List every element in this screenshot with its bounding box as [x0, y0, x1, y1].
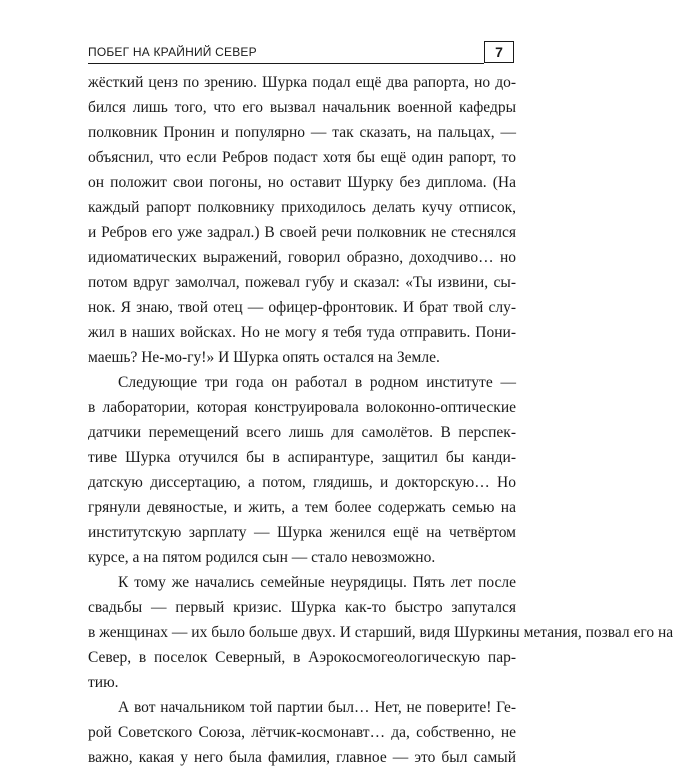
text-line: институтскую зарплату — Шурка женился ещё на четвёртом — [88, 524, 516, 541]
page-header — [88, 44, 514, 64]
text-line: идиоматических выражений, говорил образно, доходчиво… но — [88, 249, 516, 266]
paragraph-first-line: К тому же начались семейные неурядицы. Пять лет после — [118, 574, 516, 591]
text-line: датчики перемещений всего лишь для самолётов. В перспек- — [88, 424, 516, 441]
text-line: важно, какая у него была фамилия, главное — это был самый — [88, 749, 516, 766]
text-line: в женщинах — их было больше двух. И старший, видя Шуркины метания, позвал его на — [88, 624, 673, 641]
text-line: полковник Пронин и популярно — так сказать, на пальцах, — — [88, 124, 516, 141]
text-line: бился лишь того, что его вызвал начальник военной кафедры — [88, 99, 516, 116]
body-text — [88, 70, 673, 770]
text-line: жил в наших войсках. Но не могу я тебя туда отправить. Пони- — [88, 324, 516, 341]
text-line: Север, в поселок Северный, в Аэрокосмогеологическую пар- — [88, 649, 516, 666]
text-line: жёсткий ценз по зрению. Шурка подал ещё два рапорта, но до- — [88, 74, 516, 91]
text-line: и Ребров его уже задрал.) В своей речи полковник не стеснялся — [88, 224, 516, 241]
text-line: нок. Я знаю, твой отец — офицер-фронтовик. И брат твой слу- — [88, 299, 516, 316]
paragraph-first-line: Следующие три года он работал в родном институте — — [118, 374, 516, 391]
text-line: рой Советского Союза, лётчик-космонавт… да, собственно, не — [88, 724, 516, 741]
text-line: свадьбы — первый кризис. Шурка как-то быстро запутался — [88, 599, 516, 616]
running-head: ПОБЕГ НА КРАЙНИЙ СЕВЕР — [88, 45, 257, 59]
text-line: в лаборатории, которая конструировала волоконно-оптические — [88, 399, 516, 416]
text-line: грянули девяностые, и жить, а тем более содержать семью на — [88, 499, 516, 516]
text-line: тию. — [88, 674, 119, 691]
header-rule — [88, 63, 484, 64]
text-line: каждый рапорт полковнику приходилось делать кучу отписок, — [88, 199, 516, 216]
text-line: объяснил, что если Ребров подаст хотя бы ещё один рапорт, то — [88, 149, 516, 166]
page-number: 7 — [484, 41, 514, 63]
text-line: потом вдруг замолчал, пожевал губу и сказал: «Ты извини, сы- — [88, 274, 516, 291]
text-line: тиве Шурка отучился бы в аспирантуре, защитил бы канди- — [88, 449, 516, 466]
text-line: маешь? Не-мо-гу!» И Шурка опять остался на Земле. — [88, 349, 440, 366]
text-line: он положит свои погоны, но оставит Шурку без диплома. (На — [88, 174, 516, 191]
paragraph-first-line: А вот начальником той партии был… Нет, не поверите! Ге- — [118, 699, 516, 716]
text-line: датскую диссертацию, а потом, глядишь, и докторскую… Но — [88, 474, 516, 491]
text-line: курсе, а на пятом родился сын — стало невозможно. — [88, 549, 436, 566]
